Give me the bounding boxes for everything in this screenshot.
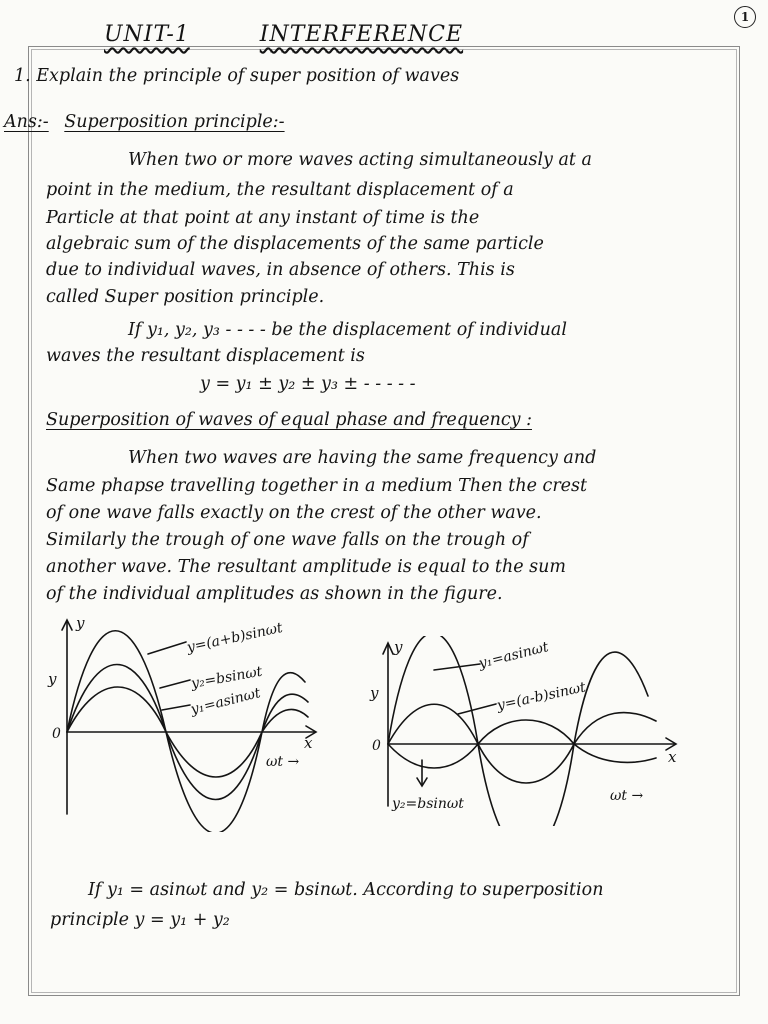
answer-heading: Superposition principle:- (64, 112, 285, 132)
right-label-wt: ωt → (610, 788, 644, 804)
topic-label: INTERFERENCE (259, 22, 464, 47)
left-label-wt: ωt → (266, 754, 300, 770)
left-label-y2: y₂=bsinωt (189, 663, 264, 692)
para1-line-4: algebraic sum of the displacements of the same particle (46, 234, 544, 254)
section2-line-6: of the individual amplitudes as shown in the figure. (46, 584, 503, 604)
left-axis-y-label: y (76, 614, 85, 632)
figure-destructive (362, 636, 692, 826)
figure-constructive (40, 612, 340, 832)
unit-label: UNIT-1 (104, 22, 190, 47)
answer-heading-row (4, 112, 285, 132)
left-axis-x-label: x (304, 734, 313, 752)
left-pointer-y2 (160, 680, 190, 688)
question-text: 1. Explain the principle of super position of waves (14, 66, 460, 86)
left-label-sum: y=(a+b)sinωt (185, 620, 285, 656)
section2-line-1: When two waves are having the same frequency and (128, 448, 597, 468)
closing-line-1: If y₁ = asinωt and y₂ = bsinωt. According to superposition (88, 880, 604, 900)
right-axis-y-label: y (394, 638, 403, 656)
section2-line-2: Same phapse travelling together in a medium Then the crest (46, 476, 588, 496)
para1-line-1: When two or more waves acting simultaneously at a (128, 150, 592, 170)
answer-label: Ans:- (4, 112, 49, 132)
left-origin-label: 0 (52, 726, 61, 742)
left-pointer-sum (148, 642, 186, 654)
right-label-y1: y₁=asinωt (477, 639, 551, 672)
page-title (104, 22, 463, 47)
right-axis-x-label: x (668, 748, 677, 766)
right-pointer-y1 (434, 664, 480, 670)
left-axis-y-side-label: y (48, 670, 57, 688)
left-pointer-y1 (162, 705, 190, 710)
para1-line-3: Particle at that point at any instant of time is the (46, 208, 480, 228)
left-label-y1: y₁=asinωt (189, 685, 263, 718)
right-origin-label: 0 (372, 738, 381, 754)
section2-line-5: another wave. The resultant amplitude is equal to the sum (46, 557, 566, 577)
page-number: 1 (734, 6, 756, 28)
right-pointer-diff (458, 704, 496, 714)
section2-heading: Superposition of waves of equal phase and frequency : (46, 410, 532, 430)
superposition-formula: y = y₁ ± y₂ ± y₃ ± - - - - - (200, 374, 416, 394)
para2-line-1: If y₁, y₂, y₃ - - - - be the displacement of individual (128, 320, 567, 340)
closing-line-2: principle y = y₁ + y₂ (50, 910, 230, 930)
right-label-diff: y=(a-b)sinωt (495, 679, 588, 714)
para1-line-6: called Super position principle. (46, 287, 325, 307)
right-axis-y-side-label: y (370, 684, 379, 702)
para2-line-2: waves the resultant displacement is (46, 346, 365, 366)
para1-line-2: point in the medium, the resultant displacement of a (46, 180, 514, 200)
right-label-y2: y₂=bsinωt (392, 796, 464, 812)
section2-line-3: of one wave falls exactly on the crest of the other wave. (46, 503, 542, 523)
section2-line-4: Similarly the trough of one wave falls on the trough of (46, 530, 529, 550)
para1-line-5: due to individual waves, in absence of others. This is (46, 260, 515, 280)
